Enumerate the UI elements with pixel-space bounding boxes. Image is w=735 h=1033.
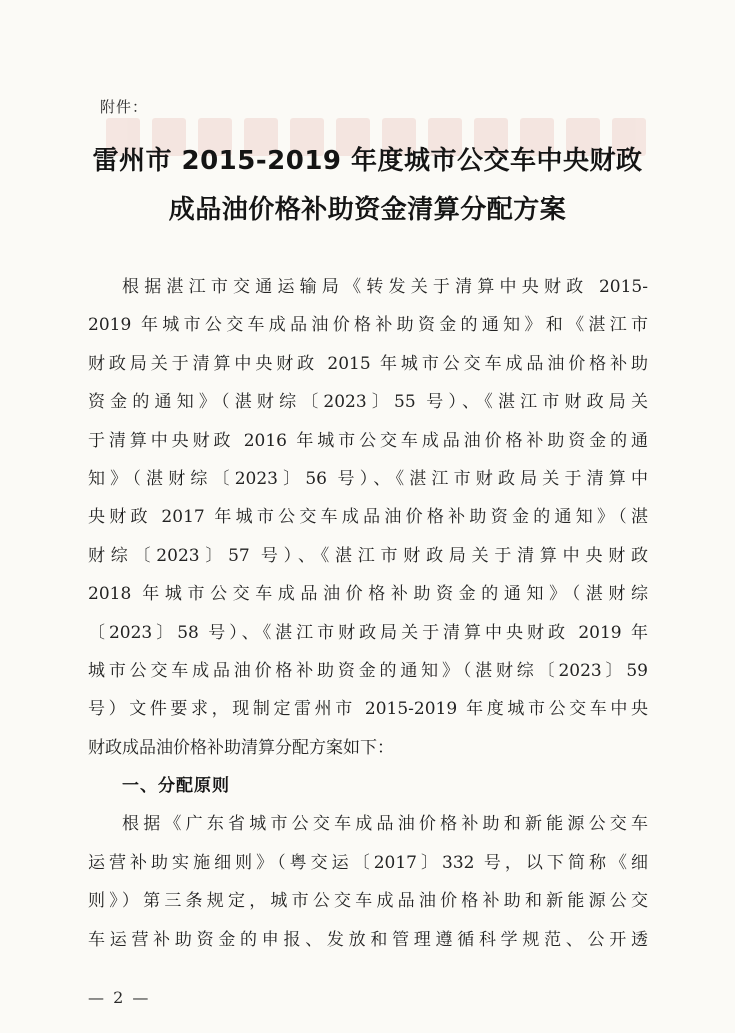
document-body bbox=[88, 268, 648, 959]
paragraph-line: 根据湛江市交通运输局《转发关于清算中央财政 2015- bbox=[122, 277, 648, 297]
section-heading: 一、分配原则 bbox=[122, 776, 230, 797]
paragraph-line: 运营补助实施细则》（粤交运〔2017〕332 号，以下简称《细 bbox=[88, 852, 648, 873]
paragraph-line: 则》）第三条规定，城市公交车成品油价格补助和新能源公交 bbox=[88, 891, 648, 912]
paragraph-line: 根据《广东省城市公交车成品油价格补助和新能源公交车 bbox=[122, 814, 648, 835]
paragraph-line: 车运营补助资金的申报、发放和管理遵循科学规范、公开透 bbox=[88, 929, 648, 950]
paragraph-line: 财政局关于清算中央财政 2015 年城市公交车成品油价格补助 bbox=[88, 353, 648, 374]
paragraph-line: 于清算中央财政 2016 年城市公交车成品油价格补助资金的通 bbox=[88, 430, 648, 451]
attachment-label: 附件： bbox=[100, 98, 149, 116]
paragraph-line: 〔2023〕58 号）、《湛江市财政局关于清算中央财政 2019 年 bbox=[88, 622, 648, 643]
paragraph-line: 2019 年城市公交车成品油价格补助资金的通知》和《湛江市 bbox=[88, 315, 648, 336]
paragraph-line: 2018 年城市公交车成品油价格补助资金的通知》（湛财综 bbox=[88, 584, 648, 605]
paragraph-line: 财政成品油价格补助清算分配方案如下： bbox=[88, 737, 394, 758]
paragraph-line: 城市公交车成品油价格补助资金的通知》（湛财综〔2023〕59 bbox=[88, 660, 648, 681]
page-number: — 2 — bbox=[88, 988, 151, 1007]
paragraph-line: 资金的通知》（湛财综〔2023〕55 号）、《湛江市财政局关 bbox=[88, 392, 648, 413]
document-title-line-1: 雷州市 2015-2019 年度城市公交车中央财政 bbox=[92, 146, 643, 176]
paragraph-line: 号）文件要求，现制定雷州市 2015-2019 年度城市公交车中央 bbox=[88, 699, 648, 720]
paragraph-line: 财综〔2023〕57 号）、《湛江市财政局关于清算中央财政 bbox=[88, 545, 648, 566]
paragraph-line: 知》（湛财综〔2023〕56 号）、《湛江市财政局关于清算中 bbox=[88, 468, 648, 489]
document-title-line-2: 成品油价格补助资金清算分配方案 bbox=[168, 195, 567, 225]
paragraph-line: 央财政 2017 年城市公交车成品油价格补助资金的通知》（湛 bbox=[88, 507, 648, 528]
